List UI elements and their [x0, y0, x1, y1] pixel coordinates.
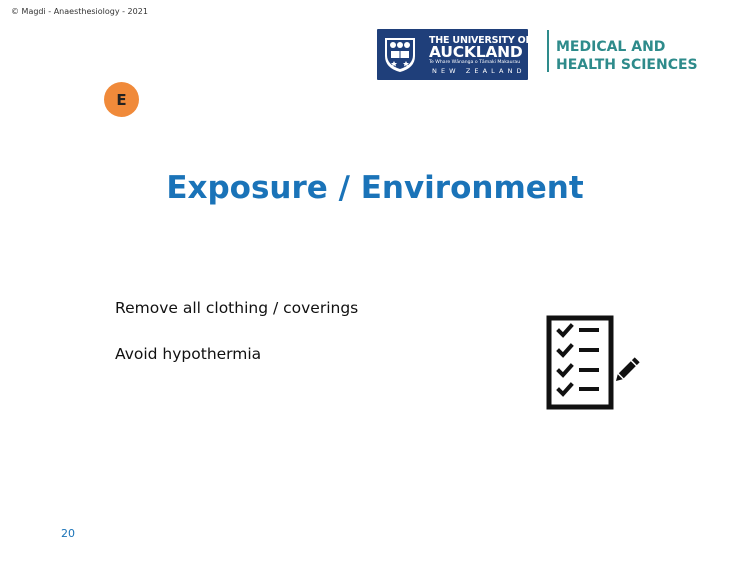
logo-text-line1: THE UNIVERSITY OF	[429, 35, 532, 46]
bullet-item: Avoid hypothermia	[115, 345, 262, 363]
university-logo	[377, 29, 532, 80]
page-number: 20	[61, 527, 75, 540]
section-badge: E	[104, 82, 139, 117]
faculty-line2: HEALTH SCIENCES	[556, 57, 698, 73]
bullet-item: Remove all clothing / coverings	[115, 299, 359, 317]
faculty-line1: MEDICAL AND	[556, 39, 666, 55]
university-crest-icon	[383, 36, 417, 73]
logo-text-line2: AUCKLAND	[429, 43, 523, 61]
copyright-notice: © Magdi - Anaesthesiology - 2021	[11, 7, 148, 16]
faculty-name	[556, 38, 698, 74]
logo-divider	[547, 30, 549, 72]
logo-text-line3: Te Whare Wānanga o Tāmaki Makaurau	[429, 60, 521, 65]
bullet-list	[115, 298, 358, 390]
logo-text-line4: NEW ZEALAND	[432, 67, 526, 75]
slide-title: Exposure / Environment	[166, 170, 584, 206]
checklist-pencil-icon	[546, 315, 644, 411]
